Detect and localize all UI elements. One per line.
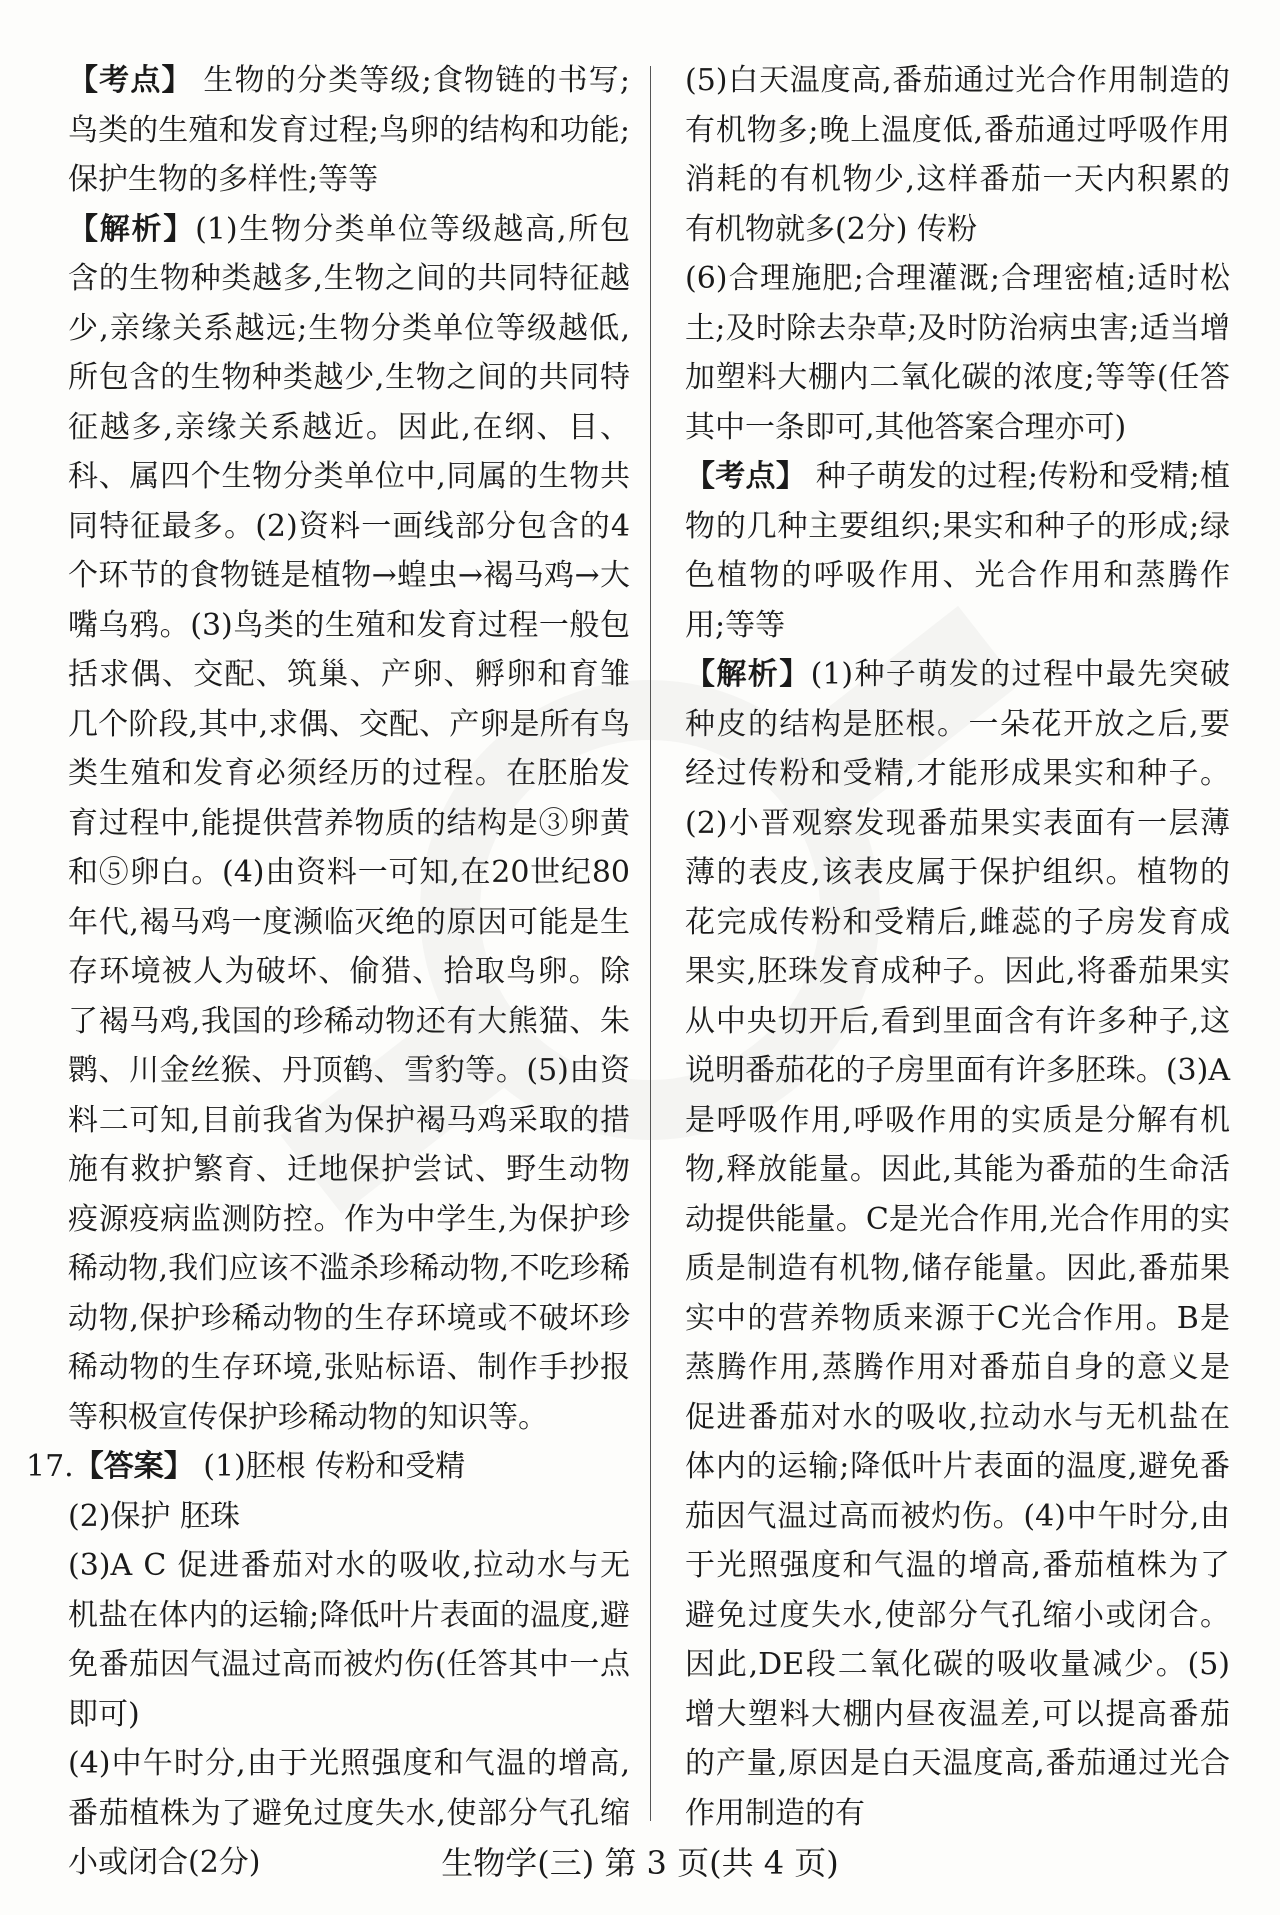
q17-answer-2: (2)保护 胚珠: [68, 1498, 241, 1534]
left-kaodian: [68, 56, 630, 205]
q17-answer-1: (1)胚根 传粉和受精: [193, 1449, 466, 1484]
q17-answer-tag: 【答案】: [73, 1449, 194, 1484]
jiexi-tag: 【解析】: [685, 657, 811, 692]
right-jiexi: [685, 650, 1230, 1838]
kaodian-text: 生物的分类等级;食物链的书写;鸟类的生殖和发育过程;鸟卵的结构和功能;保护生物的多样性;等等: [68, 63, 630, 197]
jiexi-text: (1)种子萌发的过程中最先突破种皮的结构是胚根。一朵花开放之后,要经过传粉和受精,才能形成果实和种子。(2)小晋观察发现番茄果实表面有一层薄薄的表皮,该表皮属于保护组织。植物的花完成传粉和受精后,雌蕊的子房发育成果实,胚珠发育成种子。因此,将番茄果实从中央切开后,看到里面含有许多种子,这说明番茄花的子房里面有许多胚珠。(3)A是呼吸作用,呼吸作用的实质是分解有机物,释放能量。因此,其能为番茄的生命活动提供能量。C是光合作用,光合作用的实质是制造有机物,储存能量。因此,番茄果实中的营养物质来源于C光合作用。B是蒸腾作用,蒸腾作用对番茄自身的意义是促进番茄对水的吸收,拉动水与无机盐在体内的运输;降低叶片表面的温度,避免番茄因气温过高而被灼伤。(4)中午时分,由于光照强度和气温的增高,番茄植株为了避免过度失水,使部分气孔缩小或闭合。因此,DE段二氧化碳的吸收量减少。(5)增大塑料大棚内昼夜温差,可以提高番茄的产量,原因是白天温度高,番茄通过光合作用制造的有: [685, 657, 1230, 1831]
page-footer: 生物学(三) 第 3 页(共 4 页): [441, 1844, 839, 1882]
q17-answer-6: (6)合理施肥;合理灌溉;合理密植;适时松土;及时除去杂草;及时防治病虫害;适当增加塑料大棚内二氧化碳的浓度;等等(任答其中一条即可,其他答案合理亦可): [685, 261, 1230, 445]
kaodian-tag: 【考点】: [68, 63, 193, 98]
left-column: [26, 56, 631, 1888]
q17-answer-head: [26, 1442, 630, 1492]
jiexi-text: (1)生物分类单位等级越高,所包含的生物种类越多,生物之间的共同特征越少,亲缘关系越远;生物分类单位等级越低,所包含的生物种类越少,生物之间的共同特征越多,亲缘关系越近。因此,在纲、目、科、属四个生物分类单位中,同属的生物共同特征最多。(2)资料一画线部分包含的4个环节的食物链是植物→蝗虫→褐马鸡→大嘴乌鸦。(3)鸟类的生殖和发育过程一般包括求偶、交配、筑巢、产卵、孵卵和育雏几个阶段,其中,求偶、交配、产卵是所有鸟类生殖和发育必须经历的过程。在胚胎发育过程中,能提供营养物质的结构是③卵黄和⑤卵白。(4)由资料一可知,在20世纪80年代,褐马鸡一度濒临灭绝的原因可能是生存环境被人为破坏、偷猎、拾取鸟卵。除了褐马鸡,我国的珍稀动物还有大熊猫、朱鹮、川金丝猴、丹顶鹤、雪豹等。(5)由资料二可知,目前我省为保护褐马鸡采取的措施有救护繁育、迁地保护尝试、野生动物疫源疫病监测防控。作为中学生,为保护珍稀动物,我们应该不滥杀珍稀动物,不吃珍稀动物,保护珍稀动物的生存环境或不破坏珍稀动物的生存环境,张贴标语、制作手抄报等积极宣传保护珍稀动物的知识等。: [68, 211, 631, 1435]
left-jiexi: [68, 205, 630, 1443]
column-divider: [650, 66, 651, 1821]
kaodian-text: 种子萌发的过程;传粉和受精;植物的几种主要组织;果实和种子的形成;绿色植物的呼吸作用、光合作用和蒸腾作用;等等: [685, 459, 1230, 643]
q17-answer-4: (4)中午时分,由于光照强度和气温的增高,番茄植株为了避免过度失水,使部分气孔缩小或闭合(2分): [68, 1746, 630, 1880]
q17-answer-5: (5)白天温度高,番茄通过光合作用制造的有机物多;晚上温度低,番茄通过呼吸作用消耗的有机物少,这样番茄一天内积累的有机物就多(2分) 传粉: [685, 63, 1230, 247]
right-column: [685, 56, 1230, 1838]
q17-answer-3: (3)A C 促进番茄对水的吸收,拉动水与无机盐在体内的运输;降低叶片表面的温度,避免番茄因气温过高而被灼伤(任答其中一点即可): [68, 1548, 630, 1732]
jiexi-tag: 【解析】: [68, 211, 196, 247]
q17-number: 17.: [26, 1449, 74, 1484]
right-kaodian: [685, 452, 1230, 650]
kaodian-tag: 【考点】: [685, 459, 807, 494]
